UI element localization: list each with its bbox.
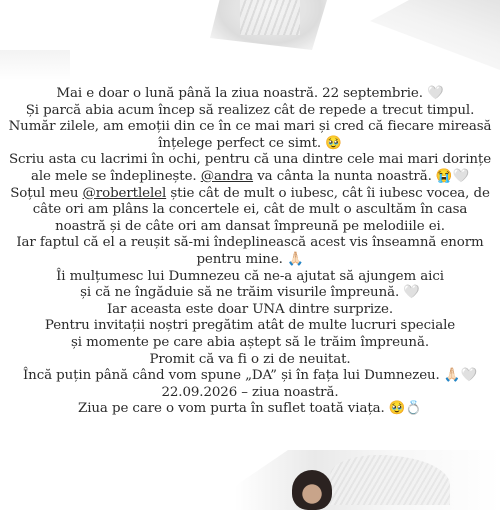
mention-link[interactable]: @robertlelel	[82, 185, 167, 201]
story-line: Pentru invitații noștri pregătim atât de multe lucruri speciale	[44, 318, 456, 334]
story-line: Îi mulțumesc lui Dumnezeu că ne-a ajutat să ajungem aici	[56, 268, 444, 284]
story-line: înțelege perfect ce simt. 🥹	[158, 135, 342, 151]
wedding-photo-top	[210, 0, 330, 50]
story-line: câte ori am plâns la concertele ei, cât de mult o ascultăm în casa	[32, 202, 468, 218]
story-line: noastră și de câte ori am dansat împreună pe melodiile ei.	[55, 218, 445, 234]
story-line: Scriu asta cu lacrimi în ochi, pentru că una dintre cele mai mari dorințe	[8, 152, 492, 168]
story-line: Ziua pe care o vom purta în suflet toată viața. 🥹💍	[78, 401, 422, 417]
story-line-mention-andra[interactable]: ale mele se îndeplinește. @andra va cânta la nunta noastră. 😭🤍	[30, 168, 470, 184]
mention-link[interactable]: @andra	[200, 168, 254, 184]
story-line: Și parcă abia acum încep să realizez cât de repede a trecut timpul.	[25, 102, 475, 118]
wedding-photo-top-right	[370, 0, 500, 70]
story-line: Promit că va fi o zi de neuitat.	[149, 351, 351, 367]
story-line: și momente pe care abia aștept să le trăim împreună.	[71, 334, 429, 350]
story-line: și că ne îngăduie să ne trăim visurile împreună. 🤍	[80, 285, 420, 301]
bride-photo	[292, 470, 332, 510]
story-line: Încă puțin până când vom spune „DA” și în fața lui Dumnezeu. 🙏🏻🤍	[22, 368, 478, 384]
story-line: 22.09.2026 – ziua noastră.	[161, 384, 339, 400]
story-line-mention-robertlelel[interactable]: Soțul meu @robertlelel știe cât de mult o iubesc, cât îi iubesc vocea, de	[10, 185, 490, 201]
story-line: Număr zilele, am emoții din ce în ce mai mari și cred că fiecare mireasă	[8, 119, 492, 135]
story-line: Iar aceasta este doar UNA dintre surprize.	[106, 301, 393, 317]
story-text	[8, 86, 492, 418]
story-line: Mai e doar o lună până la ziua noastră. 22 septembrie. 🤍	[56, 86, 444, 101]
story-line: Iar faptul că el a reușit să-mi îndeplinească acest vis înseamnă enorm	[16, 235, 484, 251]
story-line: pentru mine. 🙏🏻	[196, 251, 304, 267]
wedding-photo-left	[0, 50, 70, 80]
